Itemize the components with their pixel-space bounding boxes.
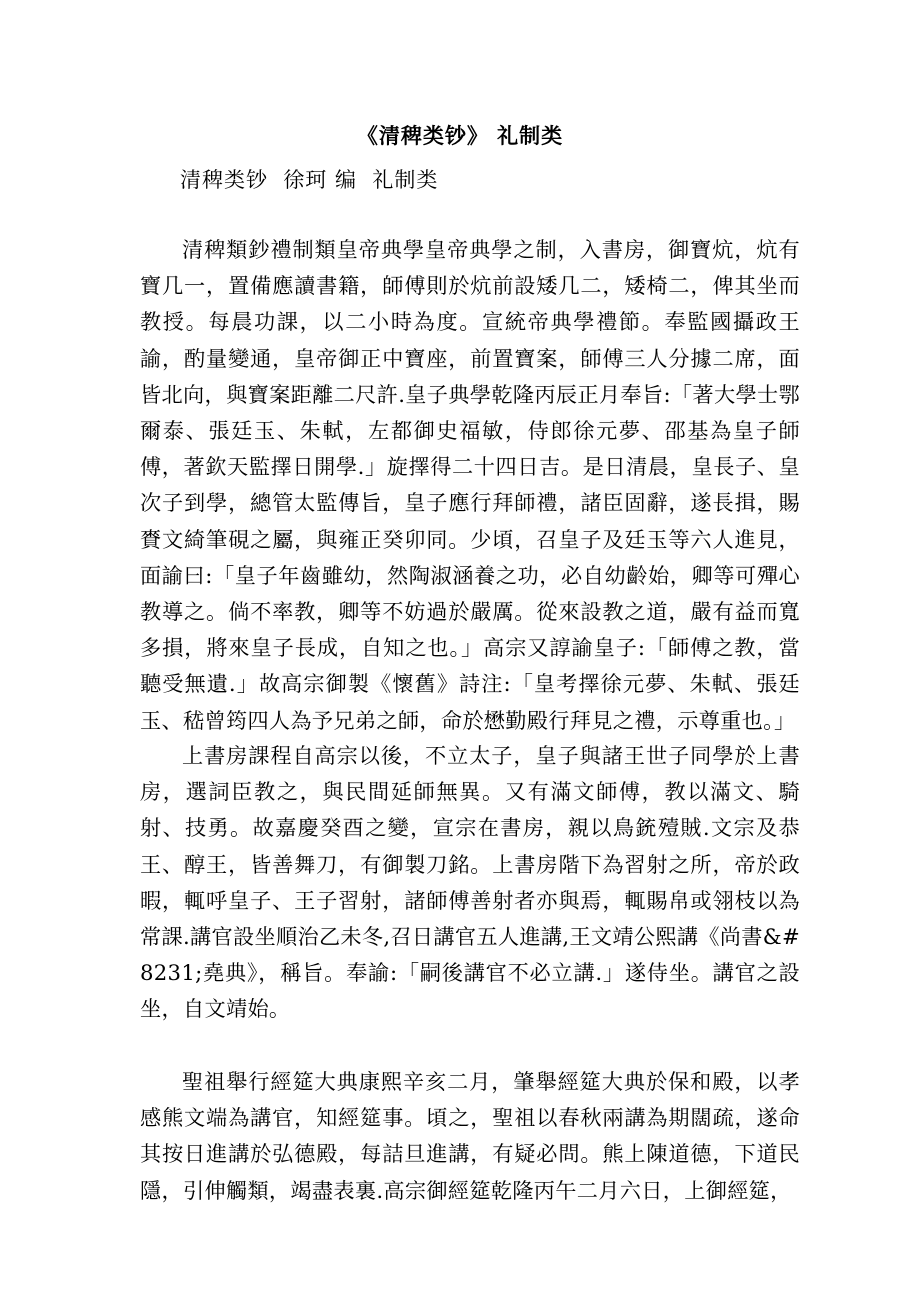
paragraph-imperial-study: 清稗類鈔禮制類皇帝典學皇帝典學之制，入書房，御寶炕，炕有寶几一，置備應讀書籍，師傅則於炕前設矮几二，矮椅二，俾其坐而教授。每晨功課，以二小時為度。宣統帝典學禮節。奉監國攝政王諭，酌量變通，皇帝御正中寶座，前置寶案，師傅三人分據二席，面皆北向，與寶案距離二尺許.皇子典學乾隆丙辰正月奉旨:「著大學士鄂爾泰、張廷玉、朱軾，左都御史福敏，侍郎徐元夢、邵基為皇子師傅，著欽天監擇日開學.」旋擇得二十四日吉。是日清晨，皇長子、皇次子到學，總管太監傳旨，皇子應行拜師禮，諸臣固辭，遂長揖，賜賚文綺筆硯之屬，與雍正癸卯同。少頃，召皇子及廷玉等六人進見，面諭曰:「皇子年齒雖幼，然陶淑涵養之功，必自幼齡始，卿等可殫心教導之。倘不率教，卿等不妨過於嚴厲。從來設教之道，嚴有益而寬多損，將來皇子長成，自知之也。」高宗又諄諭皇子:「師傅之教，當聽受無遺.」故高宗御製《懷舊》詩注:「皇考擇徐元夢、朱軾、張廷玉、嵇曾筠四人為予兄弟之師，命於懋勤殿行拜見之禮，示尊重也。」 [140, 237, 800, 733]
paragraph-classics-mat-lectures: 聖祖舉行經筵大典康熙辛亥二月，肇舉經筵大典於保和殿，以孝感熊文端為講官，知經筵事。頃之，聖祖以春秋兩講為期闊疏，遂命其按日進講於弘德殿，每詰旦進講，有疑必問。熊上陳道德，下道民隱，引伸觸類，竭盡表裏.高宗御經筵乾隆丙午二月六日，上御經筵， [140, 1069, 800, 1203]
document-subtitle: 清稗类钞 徐珂 编 礼制类 [180, 168, 439, 192]
paragraph-upper-study-curriculum: 上書房課程自高宗以後，不立太子，皇子與諸王世子同學於上書房，選詞臣教之，與民間延師無異。又有滿文師傅，教以滿文、騎射、技勇。故嘉慶癸酉之變，宣宗在書房，親以鳥銃殪賊.文宗及恭王、醇王，皆善舞刀，有御製刀銘。上書房階下為習射之所，帝於政暇，輒呼皇子、王子習射，諸師傅善射者亦與焉，輒賜帛或翎枝以為常課.講官設坐順治乙未冬,召日講官五人進講,王文靖公熙講《尚書&#8231;堯典》，稱旨。奉諭:「嗣後講官不必立講.」遂侍坐。講官之設坐，自文靖始。 [140, 743, 800, 1022]
document-title: 《清稗类钞》 礼制类 [356, 123, 564, 148]
